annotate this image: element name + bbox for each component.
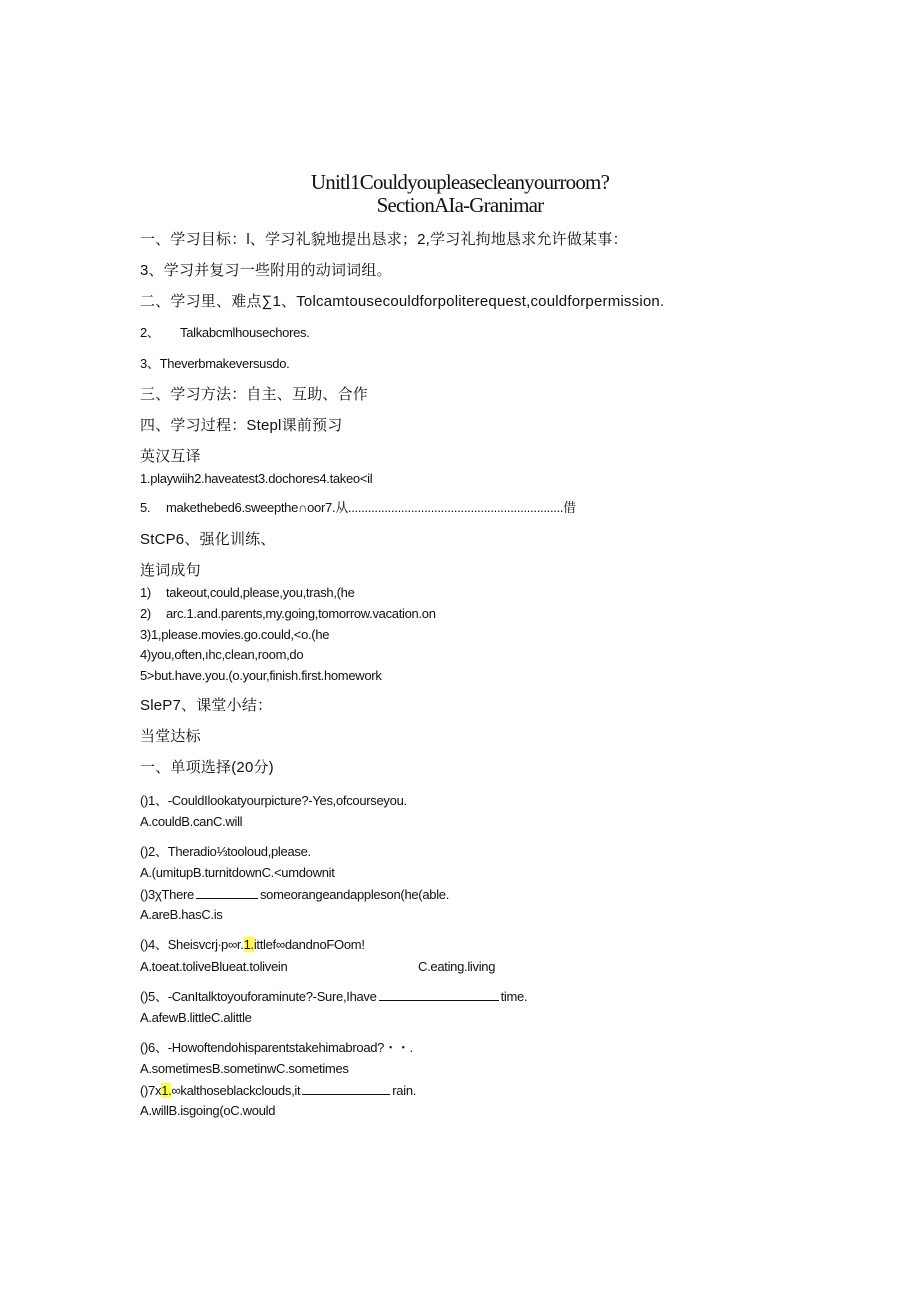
highlight-mark: 1.: [161, 1083, 172, 1098]
step-7: SleP7、课堂小结：: [140, 697, 273, 714]
key-point-2: 2、 Talkabcmlhousechores.: [140, 325, 310, 340]
translate-row-2: 5. makethebed6.sweepthe∩oor7.从.................................................................借: [140, 500, 576, 515]
question-2: ()2、Theradio⅓tooloud,please.: [140, 844, 311, 859]
multiple-choice-heading: 一、单项选择(20分): [140, 759, 274, 776]
highlight-mark: 1.: [243, 937, 254, 952]
answer-blank: [196, 886, 258, 899]
learning-process: 四、学习过程：Stepl课前预习: [140, 417, 343, 434]
question-2-options: A.(umitupB.turnitdownC.<umdownit: [140, 865, 335, 880]
reorder-item: 5>but.have.you.(o.your,finish.first.homework: [140, 668, 382, 683]
question-4-options: A.toeat.toliveBlueat.tolivein C.eating.living: [140, 959, 496, 974]
question-1-options: A.couldB.canC.will: [140, 814, 243, 829]
question-1: ()1、-CouldIlookatyourpicture?-Yes,ofcourseyou.: [140, 793, 407, 808]
reorder-item: 2) arc.1.and.parents,my.going,tomorrow.vacation.on: [140, 606, 436, 621]
question-5: ()5、-CanItalktoyouforaminute?-Sure,Ihave time.: [140, 989, 528, 1004]
question-3: ()3χThere someorangeandappleson(he(able.: [140, 887, 450, 902]
reorder-item: 1) takeout,could,please,you,trash,(he: [140, 585, 355, 600]
step-6: StCP6、强化训练、: [140, 531, 276, 548]
answer-blank: [302, 1082, 390, 1095]
key-points: 二、学习里、难点∑1、Tolcamtousecouldforpoliterequest,couldforpermission.: [140, 293, 665, 310]
learning-objectives-cont: 3、学习并复习一些附用的动词词组。: [140, 262, 392, 279]
learning-methods: 三、学习方法：自主、互助、合作: [140, 386, 369, 403]
question-7-options: A.willB.isgoing(oC.would: [140, 1103, 276, 1118]
learning-objectives: 一、学习目标：l、学习礼貌地提出恳求；2,学习礼拘地恳求允许做某事：: [140, 231, 628, 248]
question-3-options: A.areB.hasC.is: [140, 907, 223, 922]
translate-row-1: 1.playwiih2.haveatest3.dochores4.takeo<il: [140, 471, 373, 486]
question-7: ()7x1.∞kalthoseblackclouds,it rain.: [140, 1083, 417, 1098]
question-4: ()4、Sheisvcrj∙p∞r.1.ittlef∞dandnoFOom!: [140, 937, 365, 952]
reorder-heading: 连词成句: [140, 562, 201, 579]
question-5-options: A.afewB.littleC.alittle: [140, 1010, 252, 1025]
title-line-1: Unitl1Couldyoupleasecleanyourroom?: [310, 170, 610, 194]
answer-blank: [379, 988, 499, 1001]
reorder-item: 4)you,often,ıhc,clean,room,do: [140, 647, 304, 662]
title-line-2: SectionAIa-Granimar: [376, 193, 544, 217]
question-6-options: A.sometimesB.sometinwC.sometimes: [140, 1061, 349, 1076]
test-heading: 当堂达标: [140, 728, 201, 745]
reorder-item: 3)1,please.movies.go.could,<o.(he: [140, 627, 330, 642]
translate-heading: 英汉互译: [140, 448, 201, 465]
key-point-3: 3、Theverbmakeversusdo.: [140, 356, 290, 371]
question-6: ()6、-Howoftendohisparentstakehimabroad?・・.: [140, 1040, 413, 1055]
